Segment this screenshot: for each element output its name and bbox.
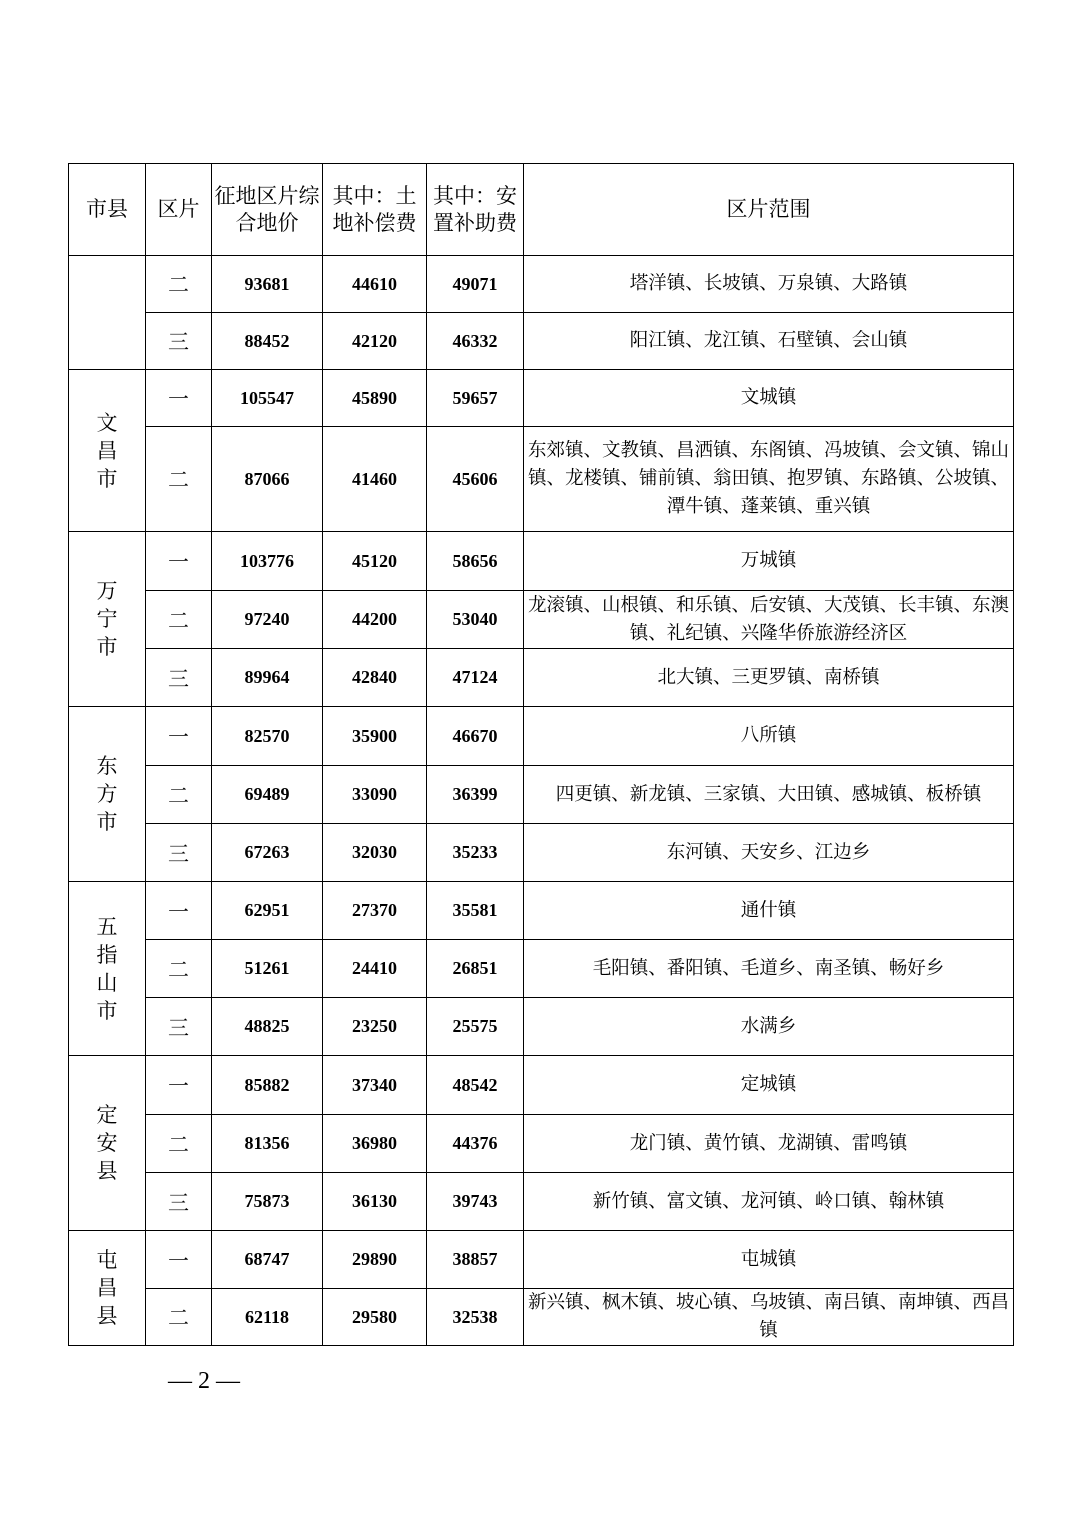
- resettlement-subsidy-cell: 26851: [427, 940, 524, 998]
- table-row: [69, 824, 1014, 882]
- table-row: [69, 1173, 1014, 1231]
- resettlement-subsidy-cell: 38857: [427, 1231, 524, 1289]
- resettlement-subsidy-cell: 46332: [427, 313, 524, 370]
- land-compensation-cell: 41460: [323, 427, 427, 532]
- composite-price-cell: 82570: [212, 707, 323, 766]
- zone-scope-cell: 龙滚镇、山根镇、和乐镇、后安镇、大茂镇、长丰镇、东澳镇、礼纪镇、兴隆华侨旅游经济区: [524, 591, 1014, 649]
- zone-cell: 二: [146, 1115, 212, 1173]
- composite-price-cell: 85882: [212, 1056, 323, 1115]
- zone-scope-cell: 屯城镇: [524, 1231, 1014, 1289]
- header-zone: 区片: [146, 164, 212, 256]
- land-compensation-cell: 45120: [323, 532, 427, 591]
- page-number: — 2 —: [168, 1368, 240, 1394]
- county-cell: [69, 1231, 146, 1346]
- composite-price-cell: 89964: [212, 649, 323, 707]
- composite-price-cell: 68747: [212, 1231, 323, 1289]
- table-row: [69, 766, 1014, 824]
- resettlement-subsidy-cell: 35581: [427, 882, 524, 940]
- resettlement-subsidy-cell: 44376: [427, 1115, 524, 1173]
- table-row: [69, 313, 1014, 370]
- county-cell: [69, 1056, 146, 1231]
- header-composite-price: [212, 164, 323, 256]
- zone-cell: 一: [146, 370, 212, 427]
- header-land-compensation: [323, 164, 427, 256]
- resettlement-subsidy-cell: 46670: [427, 707, 524, 766]
- header-resettlement-subsidy: [427, 164, 524, 256]
- composite-price-cell: 48825: [212, 998, 323, 1056]
- zone-cell: 三: [146, 998, 212, 1056]
- composite-price-cell: 88452: [212, 313, 323, 370]
- resettlement-subsidy-cell: 58656: [427, 532, 524, 591]
- land-compensation-cell: 37340: [323, 1056, 427, 1115]
- zone-cell: 三: [146, 649, 212, 707]
- zone-scope-cell: 阳江镇、龙江镇、石壁镇、会山镇: [524, 313, 1014, 370]
- zone-cell: 二: [146, 940, 212, 998]
- composite-price-cell: 97240: [212, 591, 323, 649]
- table-row: [69, 256, 1014, 313]
- resettlement-subsidy-cell: 32538: [427, 1289, 524, 1346]
- zone-scope-cell: 塔洋镇、长坡镇、万泉镇、大路镇: [524, 256, 1014, 313]
- composite-price-cell: 62951: [212, 882, 323, 940]
- table-row: [69, 1115, 1014, 1173]
- land-price-table: [68, 163, 1014, 1346]
- resettlement-subsidy-cell: 45606: [427, 427, 524, 532]
- county-cell: [69, 707, 146, 882]
- zone-cell: 三: [146, 313, 212, 370]
- header-land-compensation-text: 其中：土地补偿费: [332, 183, 417, 235]
- composite-price-cell: 105547: [212, 370, 323, 427]
- table-row: [69, 532, 1014, 591]
- resettlement-subsidy-cell: 53040: [427, 591, 524, 649]
- resettlement-subsidy-cell: 59657: [427, 370, 524, 427]
- county-name: 屯昌县: [96, 1248, 118, 1328]
- resettlement-subsidy-cell: 36399: [427, 766, 524, 824]
- zone-cell: 二: [146, 427, 212, 532]
- zone-scope-cell: 八所镇: [524, 707, 1014, 766]
- land-compensation-cell: 44610: [323, 256, 427, 313]
- county-name: 万宁市: [96, 579, 118, 659]
- header-resettlement-subsidy-text: 其中：安置补助费: [433, 183, 517, 235]
- composite-price-cell: 87066: [212, 427, 323, 532]
- zone-scope-cell: 龙门镇、黄竹镇、龙湖镇、雷鸣镇: [524, 1115, 1014, 1173]
- land-compensation-cell: 29890: [323, 1231, 427, 1289]
- resettlement-subsidy-cell: 35233: [427, 824, 524, 882]
- table-body: [69, 256, 1014, 1346]
- county-cell: [69, 256, 146, 370]
- county-cell: [69, 370, 146, 532]
- zone-cell: 三: [146, 824, 212, 882]
- table-row: [69, 1056, 1014, 1115]
- land-compensation-cell: 24410: [323, 940, 427, 998]
- table-row: [69, 940, 1014, 998]
- table-row: [69, 882, 1014, 940]
- zone-cell: 一: [146, 532, 212, 591]
- land-compensation-cell: 32030: [323, 824, 427, 882]
- county-name: 定安县: [96, 1103, 118, 1183]
- zone-scope-cell: 定城镇: [524, 1056, 1014, 1115]
- land-compensation-cell: 35900: [323, 707, 427, 766]
- table-row: [69, 427, 1014, 532]
- header-zone-scope: 区片范围: [524, 164, 1014, 256]
- composite-price-cell: 62118: [212, 1289, 323, 1346]
- resettlement-subsidy-cell: 49071: [427, 256, 524, 313]
- zone-scope-cell: 文城镇: [524, 370, 1014, 427]
- land-compensation-cell: 44200: [323, 591, 427, 649]
- composite-price-cell: 69489: [212, 766, 323, 824]
- county-name: 五指山市: [96, 914, 118, 1023]
- zone-cell: 二: [146, 256, 212, 313]
- zone-scope-cell: 新兴镇、枫木镇、坡心镇、乌坡镇、南吕镇、南坤镇、西昌镇: [524, 1289, 1014, 1346]
- composite-price-cell: 93681: [212, 256, 323, 313]
- table-header: [69, 164, 1014, 256]
- land-compensation-cell: 36980: [323, 1115, 427, 1173]
- zone-scope-cell: 毛阳镇、番阳镇、毛道乡、南圣镇、畅好乡: [524, 940, 1014, 998]
- land-compensation-cell: 27370: [323, 882, 427, 940]
- land-compensation-cell: 36130: [323, 1173, 427, 1231]
- header-composite-price-text: 征地区片综合地价: [214, 183, 320, 235]
- zone-cell: 二: [146, 766, 212, 824]
- zone-scope-cell: 北大镇、三更罗镇、南桥镇: [524, 649, 1014, 707]
- zone-scope-cell: 万城镇: [524, 532, 1014, 591]
- county-name: 东方市: [96, 754, 118, 834]
- zone-scope-cell: 四更镇、新龙镇、三家镇、大田镇、感城镇、板桥镇: [524, 766, 1014, 824]
- table-row: [69, 998, 1014, 1056]
- composite-price-cell: 67263: [212, 824, 323, 882]
- table-row: [69, 1231, 1014, 1289]
- table-row: [69, 707, 1014, 766]
- zone-cell: 一: [146, 707, 212, 766]
- zone-cell: 一: [146, 1231, 212, 1289]
- land-compensation-cell: 23250: [323, 998, 427, 1056]
- composite-price-cell: 51261: [212, 940, 323, 998]
- land-compensation-cell: 33090: [323, 766, 427, 824]
- county-cell: [69, 532, 146, 707]
- land-compensation-cell: 42120: [323, 313, 427, 370]
- zone-cell: 三: [146, 1173, 212, 1231]
- land-compensation-cell: 29580: [323, 1289, 427, 1346]
- zone-scope-cell: 东郊镇、文教镇、昌洒镇、东阁镇、冯坡镇、会文镇、锦山镇、龙楼镇、铺前镇、翁田镇、抱罗镇、东路镇、公坡镇、潭牛镇、蓬莱镇、重兴镇: [524, 427, 1014, 532]
- composite-price-cell: 103776: [212, 532, 323, 591]
- table-row: [69, 370, 1014, 427]
- zone-cell: 二: [146, 591, 212, 649]
- composite-price-cell: 81356: [212, 1115, 323, 1173]
- resettlement-subsidy-cell: 48542: [427, 1056, 524, 1115]
- zone-scope-cell: 通什镇: [524, 882, 1014, 940]
- table-row: [69, 649, 1014, 707]
- zone-scope-cell: 东河镇、天安乡、江边乡: [524, 824, 1014, 882]
- land-compensation-cell: 42840: [323, 649, 427, 707]
- composite-price-cell: 75873: [212, 1173, 323, 1231]
- land-compensation-cell: 45890: [323, 370, 427, 427]
- header-county: 市县: [69, 164, 146, 256]
- zone-scope-cell: 水满乡: [524, 998, 1014, 1056]
- resettlement-subsidy-cell: 25575: [427, 998, 524, 1056]
- resettlement-subsidy-cell: 47124: [427, 649, 524, 707]
- table-row: [69, 1289, 1014, 1346]
- zone-cell: 一: [146, 1056, 212, 1115]
- county-name: 文昌市: [96, 410, 118, 491]
- resettlement-subsidy-cell: 39743: [427, 1173, 524, 1231]
- zone-cell: 一: [146, 882, 212, 940]
- county-cell: [69, 882, 146, 1056]
- zone-cell: 二: [146, 1289, 212, 1346]
- table-row: [69, 591, 1014, 649]
- header-row: [69, 164, 1014, 256]
- zone-scope-cell: 新竹镇、富文镇、龙河镇、岭口镇、翰林镇: [524, 1173, 1014, 1231]
